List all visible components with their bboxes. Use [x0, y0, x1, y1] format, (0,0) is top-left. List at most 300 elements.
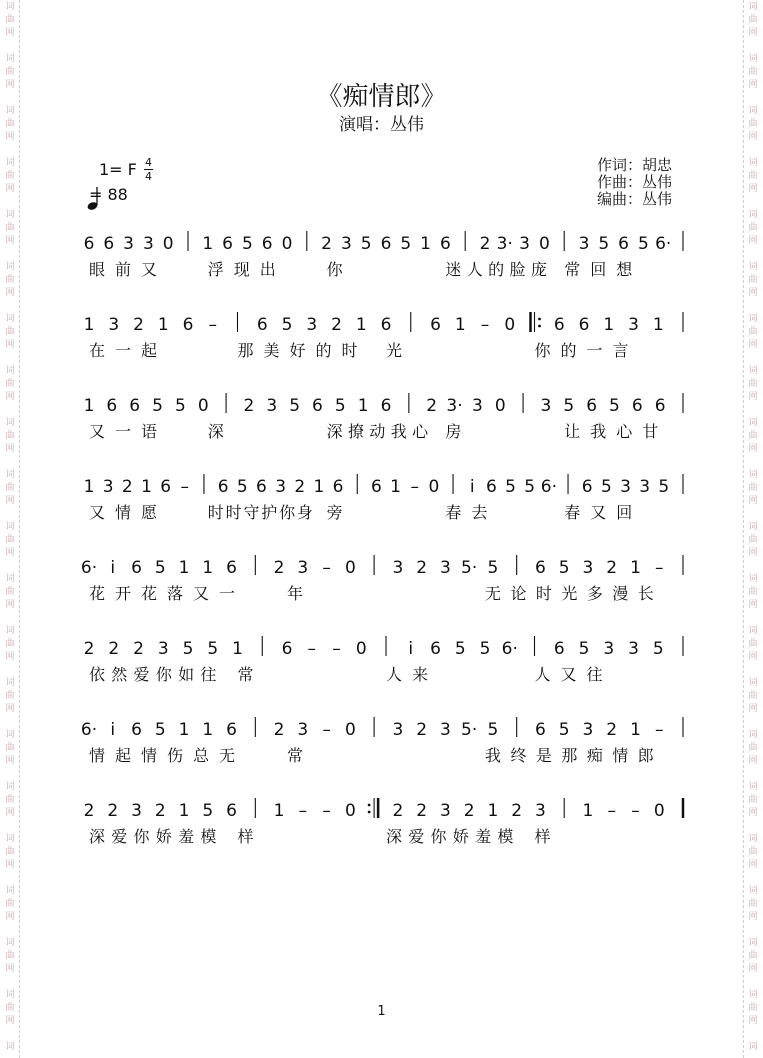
- note-glyph: 0: [504, 315, 516, 335]
- lyric-char: 论: [510, 584, 527, 603]
- song-title: 《痴情郎》: [316, 82, 447, 112]
- lyric-char: 样: [237, 827, 254, 846]
- note-glyph: 5: [487, 558, 499, 578]
- note-glyph: 3: [628, 639, 639, 659]
- watermark-glyph: 曲: [5, 223, 15, 233]
- note-glyph: 5: [400, 234, 412, 254]
- lyricist-credit: 作词：胡忠: [597, 156, 673, 174]
- note-glyph: 3: [108, 315, 120, 335]
- watermark-glyph: 网: [5, 236, 15, 246]
- lyric-char: 心: [616, 422, 633, 441]
- note-glyph: 5: [598, 234, 610, 254]
- note-glyph: 5: [652, 639, 664, 659]
- note-glyph: 5: [637, 234, 649, 254]
- watermark-glyph: 曲: [5, 639, 15, 649]
- lyric-char: 深: [386, 827, 403, 846]
- lyric-char: 人: [534, 665, 551, 684]
- watermark-glyph: 网: [5, 340, 15, 350]
- note-glyph: 6: [256, 315, 268, 335]
- watermark-glyph: 词: [748, 990, 758, 1000]
- note-glyph: 1: [141, 477, 152, 497]
- note-glyph: 1: [157, 315, 169, 335]
- lyric-char: 一: [115, 422, 132, 441]
- lyric-char: 撩: [347, 422, 364, 441]
- watermark-glyph: 网: [748, 860, 758, 870]
- lyric-char: 起: [115, 746, 132, 765]
- watermark-glyph: 曲: [748, 67, 758, 77]
- watermark-glyph: 曲: [748, 899, 758, 909]
- watermark-glyph: 网: [5, 496, 15, 506]
- note-glyph: 3: [628, 315, 639, 335]
- lyric-char: 娇: [155, 827, 172, 846]
- tempo-marking: = 88: [89, 185, 128, 204]
- watermark-glyph: 网: [748, 704, 758, 714]
- note-glyph: 1: [202, 234, 214, 254]
- note-glyph: 2: [273, 558, 285, 578]
- watermark-glyph: 词: [748, 1042, 758, 1052]
- lyric-char: 漫: [612, 584, 629, 603]
- lyric-char: 前: [115, 260, 132, 279]
- watermark-glyph: 词: [748, 730, 758, 740]
- note-glyph: 2: [107, 801, 119, 821]
- watermark-glyph: 网: [5, 912, 15, 922]
- note-glyph: 2: [83, 639, 95, 659]
- watermark-glyph: 曲: [5, 379, 15, 389]
- lyric-char: 房: [445, 422, 462, 441]
- note-glyph: 1: [83, 315, 95, 335]
- lyric-char: 言: [612, 341, 629, 360]
- watermark-glyph: 词: [748, 678, 758, 688]
- note-glyph: 1: [390, 477, 401, 497]
- watermark-glyph: 曲: [748, 119, 758, 129]
- note-glyph: 6: [553, 639, 565, 659]
- lyric-char: 情: [89, 746, 106, 765]
- watermark-glyph: 曲: [748, 275, 758, 285]
- note-glyph: 1: [313, 477, 325, 497]
- lyric-char: 长: [637, 584, 654, 603]
- note-glyph: –: [607, 801, 616, 821]
- note-glyph: –: [480, 315, 490, 335]
- note-glyph: 6: [380, 234, 392, 254]
- watermark-glyph: 词: [5, 1042, 15, 1052]
- note-glyph: 3: [439, 720, 451, 740]
- watermark-glyph: 词: [748, 470, 758, 480]
- watermark-glyph: 词: [5, 938, 15, 948]
- note-glyph: –: [410, 477, 419, 497]
- note-glyph: 6: [535, 720, 546, 740]
- watermark-glyph: 网: [748, 340, 758, 350]
- lyric-char: 我: [590, 422, 607, 441]
- watermark-glyph: 词: [5, 2, 15, 12]
- note-glyph: 5: [524, 477, 536, 497]
- note-glyph: 5: [563, 396, 575, 416]
- watermark-glyph: 曲: [748, 223, 758, 233]
- lyric-char: 好: [289, 341, 306, 360]
- lyric-char: 你: [534, 341, 551, 360]
- lyric-char: 时: [341, 341, 358, 360]
- note-glyph: 5: [152, 396, 163, 416]
- lyric-char: 一: [586, 341, 603, 360]
- note-glyph: 6: [553, 315, 565, 335]
- lyric-char: 爱: [133, 665, 150, 684]
- lyric-char: 美: [263, 341, 280, 360]
- watermark-glyph: 词: [5, 470, 15, 480]
- note-glyph: 3: [471, 396, 483, 416]
- watermark-glyph: 曲: [5, 431, 15, 441]
- note-glyph: 3: [439, 801, 451, 821]
- watermark-glyph: 曲: [748, 535, 758, 545]
- watermark-glyph: 曲: [5, 847, 15, 857]
- repeat-dot: [538, 318, 541, 321]
- note-glyph: 2: [321, 234, 333, 254]
- note-glyph: 3: [439, 558, 451, 578]
- watermark-glyph: 词: [5, 106, 15, 116]
- watermark-glyph: 曲: [748, 171, 758, 181]
- lyric-char: 来: [412, 665, 429, 684]
- note-glyph: 6: [430, 315, 441, 335]
- watermark-glyph: 网: [748, 964, 758, 974]
- watermark-glyph: 曲: [748, 795, 758, 805]
- note-glyph: 6: [129, 396, 141, 416]
- note-glyph: 5·: [461, 558, 478, 578]
- watermark-glyph: 网: [748, 756, 758, 766]
- lyric-char: 出: [259, 260, 276, 279]
- note-glyph: 6: [222, 234, 234, 254]
- note-glyph: 5: [505, 477, 516, 497]
- watermark-glyph: 词: [5, 158, 15, 168]
- composer-credit: 作曲：丛伟: [597, 173, 673, 191]
- note-glyph: 3: [297, 558, 309, 578]
- note-glyph: 6: [131, 720, 142, 740]
- lyric-char: 心: [412, 422, 429, 441]
- lyric-char: 是: [535, 746, 552, 765]
- note-glyph: 6: [430, 639, 441, 659]
- note-glyph: 2: [426, 396, 438, 416]
- note-glyph: 5: [289, 396, 301, 416]
- note-glyph: 6: [618, 234, 630, 254]
- lyric-char: 的: [488, 260, 505, 279]
- watermark-glyph: 词: [748, 158, 758, 168]
- lyric-char: 无: [219, 746, 236, 765]
- lyric-char: 春: [564, 503, 581, 522]
- watermark-glyph: 词: [748, 626, 758, 636]
- note-glyph: 6: [371, 477, 382, 497]
- note-glyph: 1: [603, 315, 615, 335]
- lyric-char: 如: [178, 665, 195, 684]
- note-glyph: 0: [428, 477, 440, 497]
- note-glyph: 2: [331, 315, 342, 335]
- lyric-char: 的: [315, 341, 332, 360]
- lyric-char: 护: [261, 503, 278, 522]
- note-glyph: 3: [582, 720, 594, 740]
- note-glyph: 2: [243, 396, 255, 416]
- watermark-glyph: 曲: [5, 535, 15, 545]
- note-glyph: 3: [540, 396, 552, 416]
- lyric-char: 然: [111, 665, 128, 684]
- watermark-glyph: 曲: [5, 795, 15, 805]
- note-glyph: 6: [83, 234, 95, 254]
- note-glyph: 5: [609, 396, 620, 416]
- note-glyph: 3: [620, 477, 631, 497]
- watermark-glyph: 曲: [5, 899, 15, 909]
- note-glyph: 5: [154, 720, 166, 740]
- note-glyph: 0: [494, 396, 506, 416]
- lyric-char: 娇: [452, 827, 469, 846]
- watermark-glyph: 网: [748, 808, 758, 818]
- note-glyph: 0: [355, 639, 367, 659]
- note-glyph: 3: [142, 234, 154, 254]
- note-glyph: 6: [131, 558, 142, 578]
- note-glyph: 6: [281, 639, 293, 659]
- note-glyph: 1: [454, 315, 466, 335]
- watermark-glyph: 网: [5, 860, 15, 870]
- lyric-char: 的: [560, 341, 577, 360]
- watermark-glyph: 曲: [748, 691, 758, 701]
- watermark-glyph: 曲: [5, 67, 15, 77]
- watermark-glyph: 曲: [5, 275, 15, 285]
- note-glyph: 5: [578, 639, 590, 659]
- note-glyph: 5: [558, 720, 570, 740]
- watermark-glyph: 词: [5, 834, 15, 844]
- watermark-glyph: 网: [5, 808, 15, 818]
- lyric-char: 愿: [141, 503, 158, 522]
- lyric-char: 光: [386, 341, 403, 360]
- time-sig-bottom: 4: [145, 170, 152, 183]
- lyric-char: 回: [616, 503, 633, 522]
- watermark-glyph: 网: [5, 652, 15, 662]
- lyric-char: 又: [89, 422, 106, 441]
- note-glyph: 1: [232, 639, 243, 659]
- watermark-glyph: 网: [5, 1016, 15, 1026]
- note-glyph: 2: [83, 801, 95, 821]
- watermark-glyph: 词: [5, 626, 15, 636]
- note-glyph: 0: [281, 234, 293, 254]
- watermark-glyph: 词: [5, 574, 15, 584]
- lyric-char: 情: [141, 746, 158, 765]
- watermark-glyph: 网: [748, 496, 758, 506]
- watermark-glyph: 曲: [748, 847, 758, 857]
- lyric-char: 深: [89, 827, 106, 846]
- note-glyph: –: [322, 801, 331, 821]
- note-glyph: 3: [392, 720, 404, 740]
- note-glyph: 6: [380, 396, 392, 416]
- watermark-glyph: 网: [748, 288, 758, 298]
- lyric-char: 浮: [207, 260, 224, 279]
- note-glyph: 6: [586, 396, 598, 416]
- watermark-glyph: 网: [5, 444, 15, 454]
- note-glyph: 5: [360, 234, 372, 254]
- lyric-char: 人: [466, 260, 483, 279]
- note-glyph: –: [307, 639, 316, 659]
- lyric-char: 你: [326, 260, 343, 279]
- watermark-glyph: 曲: [5, 483, 15, 493]
- watermark-glyph: 词: [748, 106, 758, 116]
- note-glyph: –: [322, 558, 331, 578]
- watermark-glyph: 曲: [5, 951, 15, 961]
- note-glyph: 0: [653, 801, 665, 821]
- lyric-char: 深: [326, 422, 343, 441]
- watermark-glyph: 词: [748, 938, 758, 948]
- lyric-char: 在: [89, 341, 106, 360]
- watermark-glyph: 词: [5, 678, 15, 688]
- note-glyph: 3·: [496, 234, 513, 254]
- lyric-char: 旁: [326, 503, 343, 522]
- note-glyph: 3: [639, 477, 651, 497]
- watermark-glyph: 曲: [5, 587, 15, 597]
- arranger-credit: 编曲：丛伟: [597, 190, 673, 208]
- note-glyph: 1: [202, 558, 214, 578]
- lyric-char: 模: [497, 827, 514, 846]
- watermark-glyph: 网: [748, 444, 758, 454]
- lyric-char: 脸: [509, 260, 526, 279]
- lyric-char: 时: [225, 503, 242, 522]
- watermark-glyph: 曲: [748, 483, 758, 493]
- lyric-char: 甘: [642, 422, 659, 441]
- watermark-glyph: 词: [5, 522, 15, 532]
- watermark-glyph: 网: [748, 548, 758, 558]
- note-glyph: 1: [178, 558, 190, 578]
- note-glyph: 2: [273, 720, 285, 740]
- lyric-char: 又: [141, 260, 158, 279]
- watermark-glyph: 曲: [5, 327, 15, 337]
- note-glyph: 1: [355, 315, 367, 335]
- watermark-glyph: 词: [5, 886, 15, 896]
- lyric-char: 又: [89, 503, 106, 522]
- lyric-char: 花: [89, 584, 106, 603]
- note-glyph: 6: [182, 315, 194, 335]
- note-glyph: –: [654, 720, 664, 740]
- lyric-char: 又: [590, 503, 607, 522]
- watermark-glyph: 词: [5, 210, 15, 220]
- lyric-char: 花: [141, 584, 158, 603]
- lyric-char: 时: [535, 584, 552, 603]
- watermark-glyph: 词: [748, 886, 758, 896]
- watermark-glyph: 曲: [748, 431, 758, 441]
- watermark-glyph: 词: [748, 834, 758, 844]
- note-glyph: 6: [485, 477, 497, 497]
- note-glyph: i: [408, 639, 414, 659]
- lyric-char: 往: [586, 665, 603, 684]
- note-glyph: 1: [582, 801, 594, 821]
- note-glyph: 1: [202, 720, 214, 740]
- key-signature: 1= F: [99, 160, 137, 179]
- lyric-char: 时: [207, 503, 224, 522]
- note-glyph: 3: [266, 396, 278, 416]
- repeat-dot: [538, 325, 541, 328]
- note-glyph: 2: [121, 477, 133, 497]
- note-glyph: 2: [606, 558, 618, 578]
- note-glyph: 2: [294, 477, 306, 497]
- watermark-glyph: 曲: [5, 691, 15, 701]
- watermark-glyph: 网: [748, 184, 758, 194]
- watermark-glyph: 网: [5, 964, 15, 974]
- lyric-char: 常: [237, 665, 254, 684]
- note-glyph: 3: [519, 234, 531, 254]
- note-glyph: 3: [578, 234, 590, 254]
- note-glyph: 2: [416, 801, 428, 821]
- watermark-glyph: 词: [5, 262, 15, 272]
- watermark-glyph: 网: [748, 652, 758, 662]
- watermark-glyph: 词: [748, 314, 758, 324]
- note-glyph: 6: [654, 396, 666, 416]
- lyric-char: 一: [219, 584, 236, 603]
- lyric-char: 起: [141, 341, 158, 360]
- lyric-char: 郎: [637, 746, 654, 765]
- lyric-char: 庞: [530, 260, 547, 279]
- note-glyph: 3: [340, 234, 352, 254]
- note-glyph: 3: [102, 477, 114, 497]
- note-glyph: 6: [312, 396, 323, 416]
- watermark-glyph: 曲: [5, 119, 15, 129]
- watermark-glyph: 网: [748, 80, 758, 90]
- watermark-glyph: 词: [748, 2, 758, 12]
- watermark-glyph: 网: [5, 132, 15, 142]
- watermark-glyph: 网: [748, 236, 758, 246]
- note-glyph: 2: [511, 801, 523, 821]
- note-glyph: 6: [261, 234, 273, 254]
- note-glyph: 5: [207, 639, 219, 659]
- watermark-glyph: 曲: [748, 743, 758, 753]
- lyric-char: 总: [193, 746, 210, 765]
- lyric-char: 爱: [111, 827, 128, 846]
- note-glyph: 1: [652, 315, 664, 335]
- note-glyph: 5: [487, 720, 499, 740]
- note-glyph: 5: [182, 639, 194, 659]
- note-glyph: 5: [334, 396, 346, 416]
- note-glyph: 3: [123, 234, 135, 254]
- lyric-char: 想: [616, 260, 633, 279]
- note-glyph: 6: [256, 477, 267, 497]
- lyric-char: 又: [193, 584, 210, 603]
- watermark-glyph: 网: [5, 600, 15, 610]
- watermark-glyph: 网: [748, 392, 758, 402]
- lyric-char: 爱: [408, 827, 425, 846]
- lyric-char: 你: [430, 827, 447, 846]
- lyric-char: 羞: [178, 827, 195, 846]
- note-glyph: 5: [154, 558, 166, 578]
- lyric-char: 年: [287, 584, 304, 603]
- note-glyph: 2: [133, 315, 144, 335]
- note-glyph: 1: [630, 558, 641, 578]
- lyric-char: 回: [590, 260, 607, 279]
- note-glyph: 6: [631, 396, 643, 416]
- watermark-glyph: 网: [5, 28, 15, 38]
- note-glyph: 1: [487, 801, 499, 821]
- lyric-char: 依: [89, 665, 106, 684]
- note-glyph: 0: [344, 720, 356, 740]
- watermark-glyph: 网: [5, 392, 15, 402]
- lyric-char: 往: [200, 665, 217, 684]
- watermark-glyph: 网: [5, 756, 15, 766]
- note-glyph: 3: [297, 720, 309, 740]
- watermark-glyph: 词: [748, 522, 758, 532]
- note-glyph: 5: [600, 477, 612, 497]
- note-glyph: 0: [538, 234, 550, 254]
- note-glyph: 1: [83, 477, 95, 497]
- lyric-char: 现: [233, 260, 250, 279]
- watermark-glyph: 网: [5, 184, 15, 194]
- note-glyph: 2: [479, 234, 491, 254]
- watermark-glyph: 曲: [748, 1003, 758, 1013]
- note-glyph: 2: [463, 801, 475, 821]
- note-glyph: 1: [357, 396, 369, 416]
- watermark-glyph: 词: [5, 730, 15, 740]
- note-glyph: 5: [454, 639, 466, 659]
- watermark-glyph: 词: [5, 366, 15, 376]
- lyric-char: 眼: [89, 260, 106, 279]
- watermark-glyph: 曲: [748, 587, 758, 597]
- watermark-glyph: 网: [748, 28, 758, 38]
